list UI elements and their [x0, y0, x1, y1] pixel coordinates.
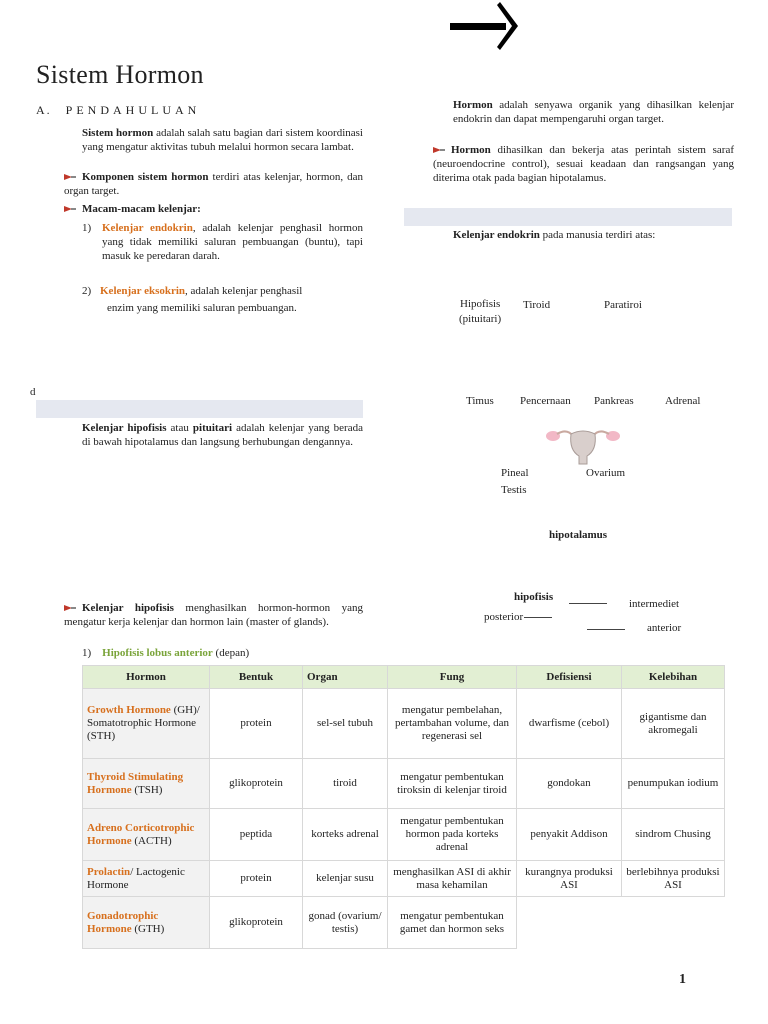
gland-timus: Timus	[466, 395, 494, 407]
cell-organ: tiroid	[303, 759, 388, 809]
col-bentuk: Bentuk	[210, 666, 303, 689]
cell-fungsi: mengatur pembelahan, pertambahan volume, dan regenerasi sel	[388, 689, 517, 759]
cell-hormon: Adreno Corticotrophic Hormone (ACTH)	[83, 809, 210, 861]
hipofisis-paragraph: Kelenjar hipofisis atau pituitari adalah kelenjar yang berada di bawah hipotalamus dan langsung berhubungan dengannya.	[82, 422, 363, 448]
cell-organ: sel-sel tubuh	[303, 689, 388, 759]
bullet-pin-icon	[64, 173, 76, 181]
cell-bentuk: protein	[210, 689, 303, 759]
col-defisiensi: Defisiensi	[517, 666, 622, 689]
cell-kelebihan: berlebihnya produksi ASI	[622, 861, 725, 897]
diagram-line	[569, 603, 607, 604]
cell-kelebihan: sindrom Chusing	[622, 809, 725, 861]
cell-kelebihan: gigantisme dan akromegali	[622, 689, 725, 759]
cell-hormon: Gonadotrophic Hormone (GTH)	[83, 897, 210, 949]
gland-pituitari: (pituitari)	[459, 313, 502, 325]
item2-number: 2)	[82, 285, 92, 297]
diagram-line	[587, 629, 625, 630]
cell-defisiensi: penyakit Addison	[517, 809, 622, 861]
cell-defisiensi: dwarfisme (cebol)	[517, 689, 622, 759]
section-band	[36, 400, 363, 418]
diagram-intermediet: intermediet	[629, 598, 680, 610]
cell-bentuk: protein	[210, 861, 303, 897]
gland-tiroid: Tiroid	[523, 299, 551, 311]
stray-char: d	[30, 386, 36, 398]
bullet-pin-icon	[64, 205, 76, 213]
komponen-paragraph: Komponen sistem hormon terdiri atas kelenjar, hormon, dan organ target.	[64, 171, 364, 197]
table-row	[83, 689, 725, 759]
cell-defisiensi: kurangnya produksi ASI	[517, 861, 622, 897]
intro-paragraph: Sistem hormon adalah salah satu bagian dari sistem koordinasi yang mengatur aktivitas tubuh melalui hormon secara lambat.	[82, 127, 363, 153]
bullet-pin-icon	[64, 604, 76, 612]
gland-pankreas: Pankreas	[594, 395, 634, 407]
cell-bentuk: glikoprotein	[210, 897, 303, 949]
diagram-anterior: anterior	[647, 622, 682, 634]
hormon-neuro-paragraph: Hormon dihasilkan dan bekerja atas perintah sistem saraf (neuroendocrine control), sesuai keadaan dan rangsangan yang diterima otak pada bagian hipotalamus.	[433, 144, 734, 184]
col-hormon: Hormon	[83, 666, 210, 689]
cell-hormon: Thyroid Stimulating Hormone (TSH)	[83, 759, 210, 809]
table-row	[83, 897, 725, 949]
col-fungsi: Fung	[388, 666, 517, 689]
section-heading	[36, 103, 200, 118]
gland-paratiroid: Paratiroi	[604, 299, 642, 311]
uterus-icon	[543, 424, 623, 466]
gland-pineal: Pineal	[501, 467, 529, 479]
col-organ: Organ	[303, 666, 388, 689]
hipofisis-master-paragraph: Kelenjar hipofisis menghasilkan hormon-hormon yang mengatur kerja kelenjar dan hormon lain (master of glands).	[64, 602, 363, 628]
col-kelebihan: Kelebihan	[622, 666, 725, 689]
cell-fungsi: mengatur pembentukan hormon pada korteks adrenal	[388, 809, 517, 861]
cell-fungsi: mengatur pembentukan tiroksin di kelenjar tiroid	[388, 759, 517, 809]
item1-text: Kelenjar endokrin, adalah kelenjar penghasil hormon yang tidak memiliki saluran pembuangan (buntu), tapi masuk ke peredaran darah.	[102, 222, 363, 262]
gland-testis: Testis	[501, 484, 527, 496]
cell-organ: kelenjar susu	[303, 861, 388, 897]
diagram-posterior: posterior	[484, 611, 524, 623]
macam-heading: Macam-macam kelenjar:	[64, 202, 363, 216]
section-band-right	[404, 208, 732, 226]
bullet-pin-icon	[433, 146, 445, 154]
cell-kelebihan	[622, 897, 725, 949]
cell-hormon: Prolactin/ Lactogenic Hormone	[83, 861, 210, 897]
table-row	[83, 861, 725, 897]
cell-organ: gonad (ovarium/ testis)	[303, 897, 388, 949]
gland-adrenal: Adrenal	[665, 395, 701, 407]
diagram-line	[524, 617, 552, 618]
diagram-hipotalamus: hipotalamus	[549, 529, 608, 541]
page-number: 1	[679, 972, 686, 987]
cell-organ: korteks adrenal	[303, 809, 388, 861]
page-title: Sistem Hormon	[36, 60, 204, 89]
gland-pencernaan: Pencernaan	[520, 395, 571, 407]
endokrin-intro: Kelenjar endokrin pada manusia terdiri atas:	[453, 229, 656, 241]
arrow-right-icon	[448, 0, 520, 54]
gland-ovarium: Ovarium	[586, 467, 626, 479]
diagram-hipofisis: hipofisis	[514, 591, 554, 603]
cell-fungsi: menghasilkan ASI di akhir masa kehamilan	[388, 861, 517, 897]
gland-hipofisis: Hipofisis	[460, 298, 501, 310]
item2-text: Kelenjar eksokrin, adalah kelenjar penghasil	[100, 285, 303, 297]
table-row	[83, 809, 725, 861]
hormon-definition: Hormon adalah senyawa organik yang dihasilkan kelenjar endokrin dan dapat mempengaruhi organ target.	[453, 99, 734, 125]
cell-hormon: Growth Hormone (GH)/ Somatotrophic Hormone (STH)	[83, 689, 210, 759]
section-number: A.	[36, 103, 52, 117]
cell-defisiensi: gondokan	[517, 759, 622, 809]
item1-number: 1)	[82, 222, 92, 234]
hormone-table	[82, 665, 725, 949]
cell-defisiensi	[517, 897, 622, 949]
item2-text-2: enzim yang memiliki saluran pembuangan.	[107, 302, 297, 314]
cell-bentuk: peptida	[210, 809, 303, 861]
table-row	[83, 759, 725, 809]
section-label: PENDAHULUAN	[65, 103, 201, 117]
cell-fungsi: mengatur pembentukan gamet dan hormon seks	[388, 897, 517, 949]
cell-bentuk: glikoprotein	[210, 759, 303, 809]
cell-kelebihan: penumpukan iodium	[622, 759, 725, 809]
table-header-row	[83, 666, 725, 689]
lobus-anterior-heading: 1) Hipofisis lobus anterior (depan)	[82, 647, 250, 659]
